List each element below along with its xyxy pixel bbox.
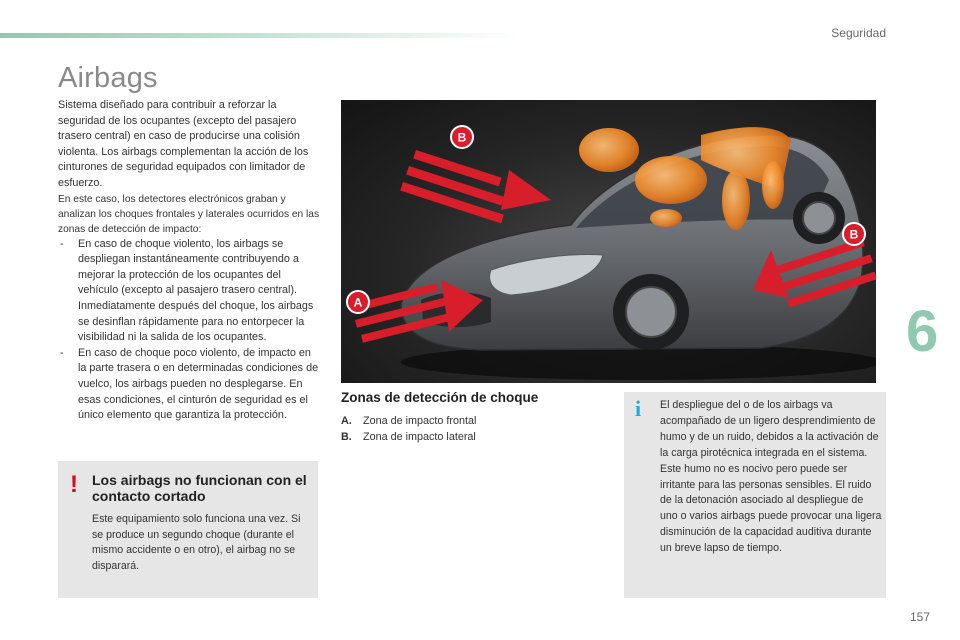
header-accent-bar <box>0 33 520 38</box>
intro-text <box>58 98 320 424</box>
warning-icon: ! <box>70 471 78 498</box>
airbag-knee <box>650 209 682 227</box>
impact-arrow-side-top <box>400 150 551 223</box>
zone-label: Zona de impacto frontal <box>363 415 477 427</box>
zone-label: Zona de impacto lateral <box>363 431 476 443</box>
svg-text:B: B <box>849 227 859 242</box>
zone-key: B. <box>341 431 352 443</box>
page-title: Airbags <box>58 62 158 94</box>
intro-paragraph-detectors: En este caso, los detectores electrónicos graban y analizan los choques frontales y laterales ocurridos en las zonas de detección de impacto: <box>58 193 320 235</box>
page-number: 157 <box>910 610 931 624</box>
list-item: - En caso de choque poco violento, de impacto en la parte trasera o en determinadas condiciones de vuelco, los airbags pueden no desplegarse. En esas condiciones, el cinturón de seguridad es el único elemento que garantiza la protección. <box>58 346 320 424</box>
warning-title: Los airbags no funcionan con el contacto cortado <box>92 472 307 504</box>
list-item <box>341 413 476 429</box>
list-item: - En caso de choque violento, los airbags se despliegan instantáneamente contribuyendo a mejorar la protección de los ocupantes del vehículo (excepto al pasajero trasero central). Inmediatamente después del choque, los airbags se desinflan rápidamente para no entorpecer la visibilidad ni la salida de los ocupantes. <box>58 237 320 346</box>
car-illustration <box>341 100 876 383</box>
airbag-diagram-image <box>341 100 876 383</box>
airbag-driver <box>579 128 639 172</box>
zones-title: Zonas de detección de choque <box>341 390 539 405</box>
list-item <box>341 429 476 445</box>
info-icon: i <box>635 396 642 421</box>
label-b-top <box>451 126 473 148</box>
label-a <box>347 291 369 313</box>
warning-text: Este equipamiento solo funciona una vez. Si se produce un segundo choque (durante el mismo accidente o en otro), el airbag no se disparará. <box>92 513 301 572</box>
zone-key: A. <box>341 415 352 427</box>
chapter-number: 6 <box>906 299 939 364</box>
zones-list <box>341 413 476 445</box>
label-b-right <box>843 223 865 245</box>
airbag-side-front <box>722 170 750 230</box>
info-box <box>624 392 886 598</box>
airbag-passenger <box>635 156 707 204</box>
warning-box <box>58 461 318 598</box>
section-name: Seguridad <box>831 26 886 40</box>
intro-paragraph: Sistema diseñado para contribuir a reforzar la seguridad de los ocupantes (excepto del pasajero trasero central) en caso de producirse una colisión violenta. Los airbags complementan la acción de los cinturones de seguridad equipados con limitador de esfuerzo. <box>58 99 309 189</box>
svg-text:A: A <box>353 295 363 310</box>
info-text: El despliegue del o de los airbags va acompañado de un ligero desprendimiento de humo y de un ruido, debidos a la activación de la carga pirotécnica integrada en el sistema. Este humo no es nocivo pero puede ser irritante para las personas sensibles. El ruido de la detonación asociado al despliegue de uno o varios airbags puede provocar una ligera disminución de la capacidad auditiva durante un breve lapso de tiempo. <box>660 399 882 555</box>
airbag-side-rear <box>762 161 784 209</box>
deployment-list <box>58 237 320 424</box>
svg-text:B: B <box>457 130 467 145</box>
